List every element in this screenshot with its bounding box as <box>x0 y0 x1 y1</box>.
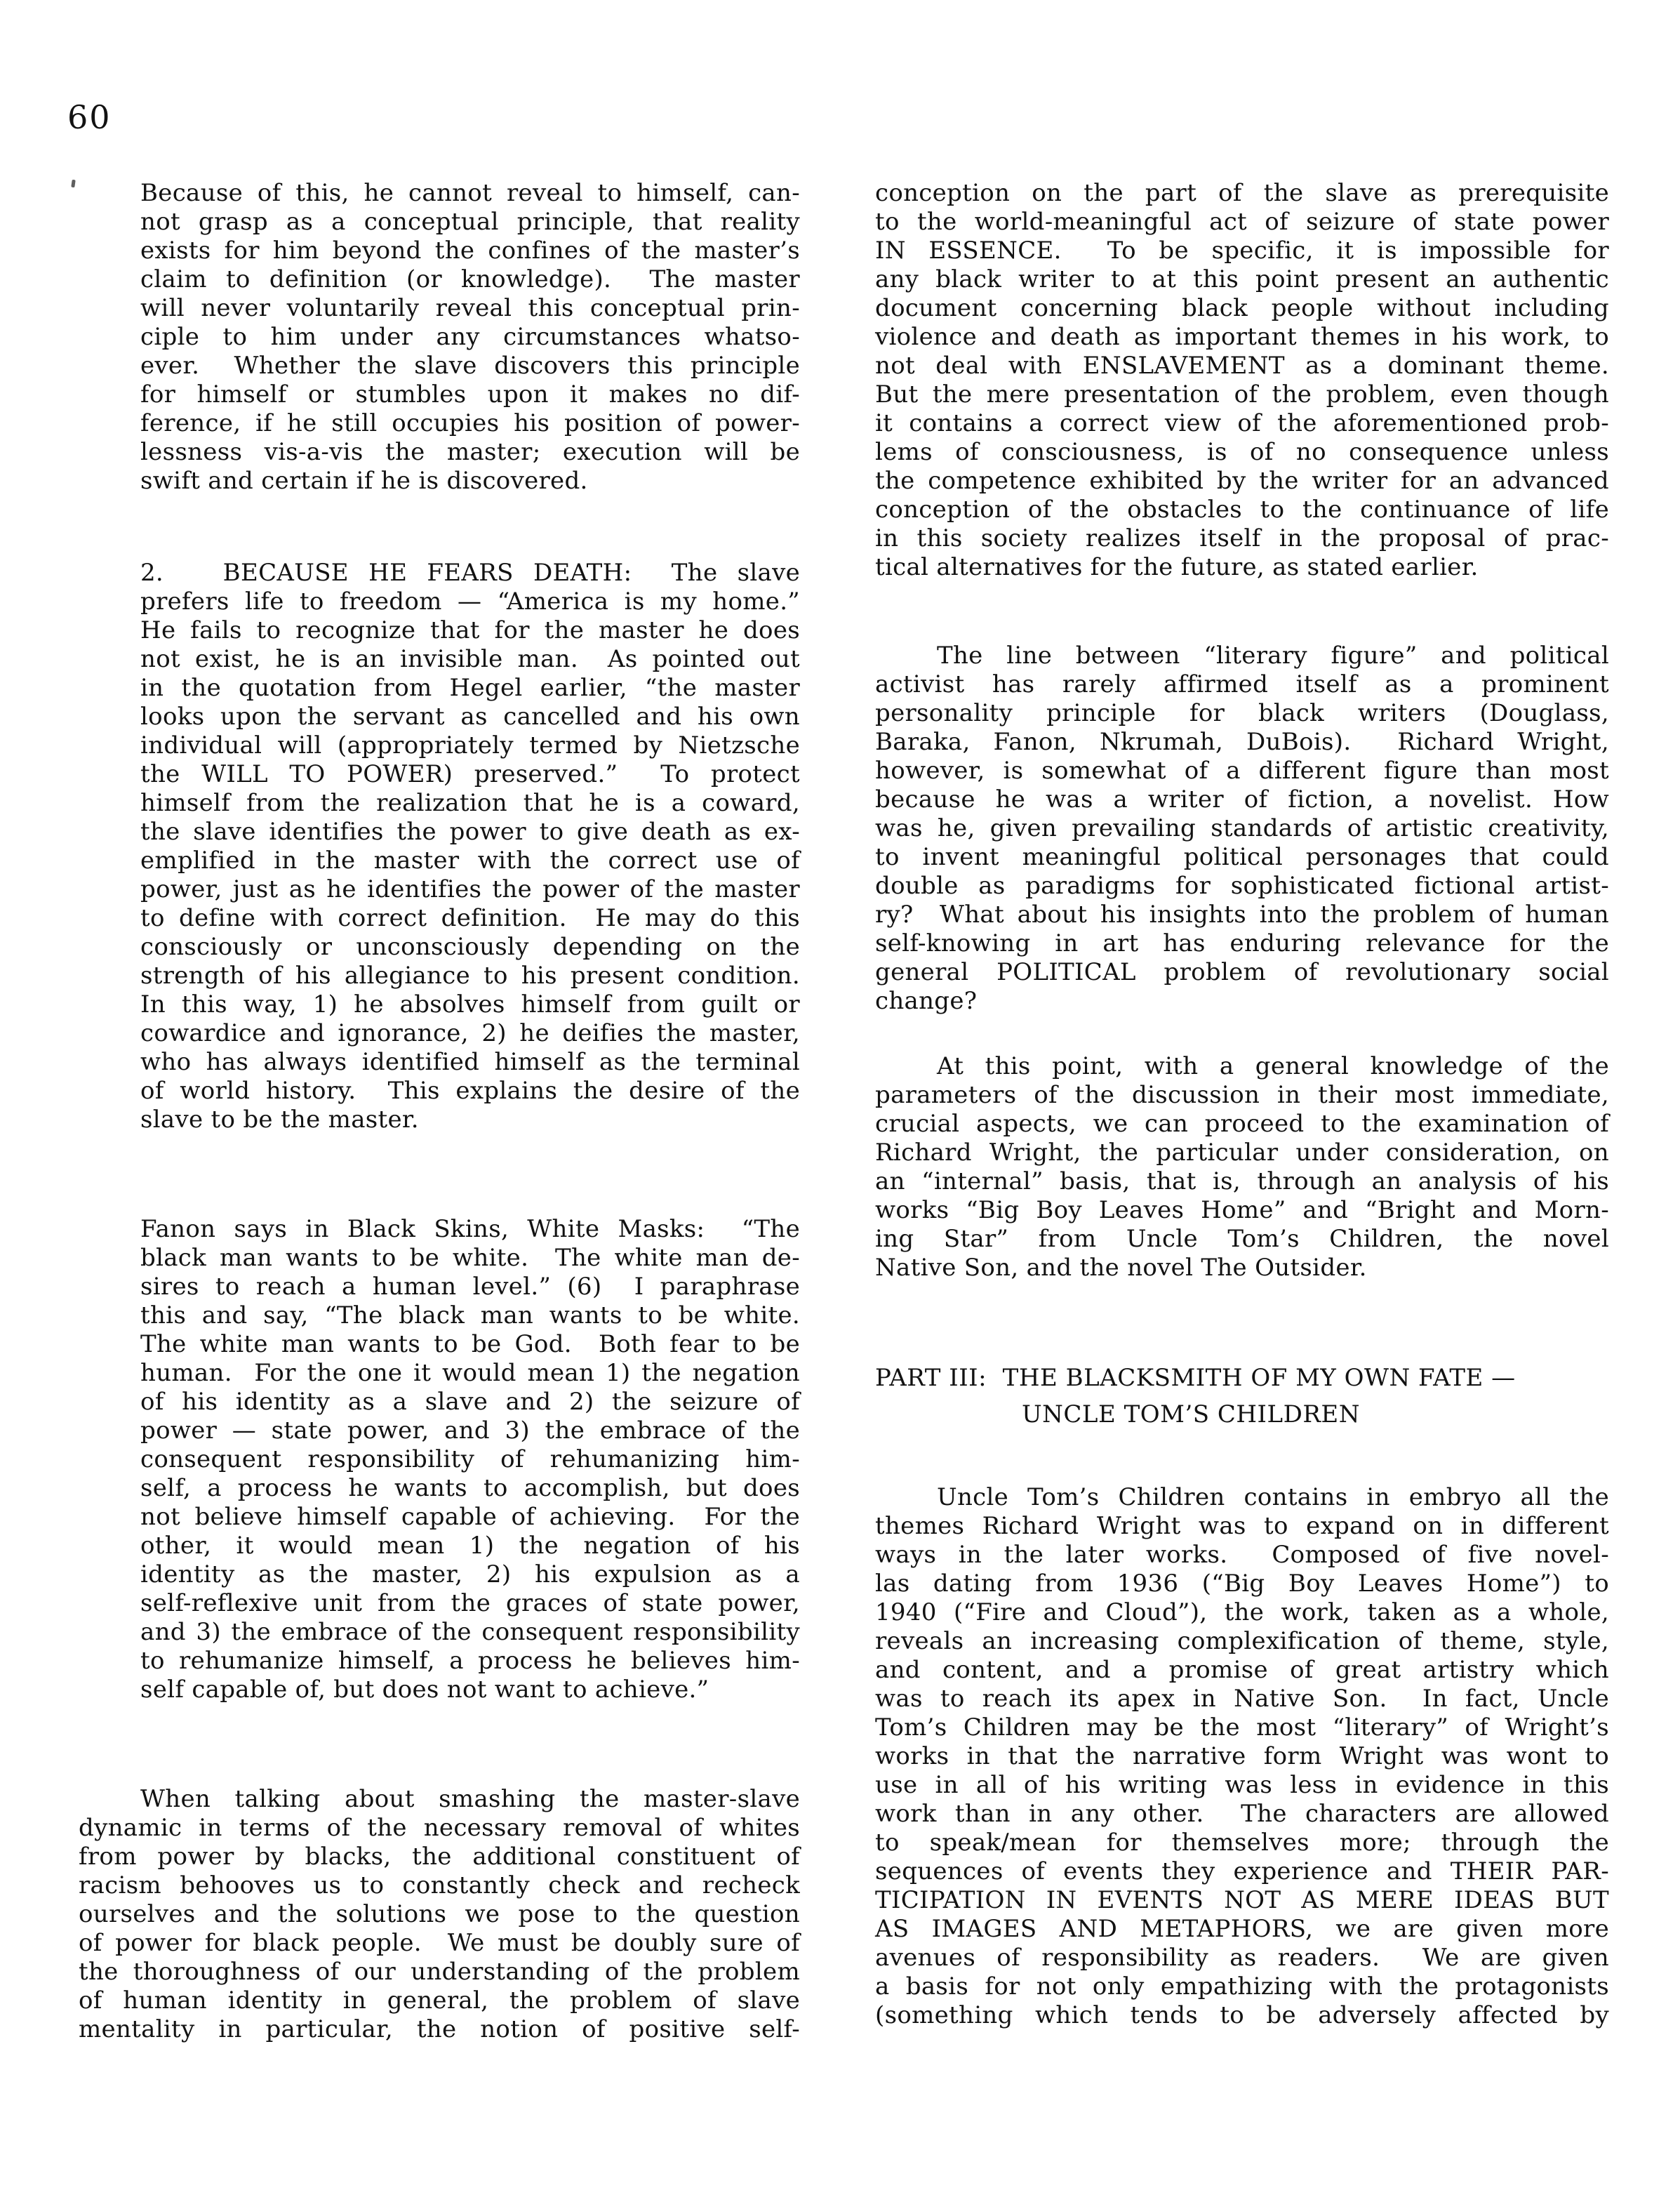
text-line: himself from the realization that he is a coward, <box>140 789 800 817</box>
text-line: swift and certain if he is discovered. <box>140 467 588 495</box>
text-line: other, it would mean 1) the negation of his <box>140 1532 800 1560</box>
paragraph-uncle-toms-children <box>875 1483 1609 2030</box>
text-line: not exist, he is an invisible man. As pointed out <box>140 645 800 673</box>
text-line: not deal with ENSLAVEMENT as a dominant theme. <box>875 352 1609 380</box>
paragraph-at-this-point <box>875 1052 1609 1282</box>
text-line: dynamic in terms of the necessary removal of whites <box>79 1814 800 1842</box>
paragraph-conception-continuation <box>875 179 1609 582</box>
text-line: to the world-meaningful act of seizure of state power <box>875 208 1609 236</box>
text-line: a basis for not only empathizing with the protagonists <box>875 1972 1609 2001</box>
text-line: Fanon says in Black Skins, White Masks: “The <box>140 1215 800 1243</box>
text-line: who has always identified himself as the terminal <box>140 1048 800 1076</box>
text-line: claim to definition (or knowledge). The master <box>140 265 800 293</box>
text-line: looks upon the servant as cancelled and his own <box>140 703 800 731</box>
section-heading-line2: UNCLE TOM’S CHILDREN <box>1022 1400 1360 1428</box>
text-line: When talking about smashing the master-slave <box>140 1785 800 1813</box>
text-line: conception of the obstacles to the continuance of life <box>875 496 1609 524</box>
text-line: general POLITICAL problem of revolutionary social <box>875 958 1609 986</box>
text-line: change? <box>875 987 978 1015</box>
text-line: The line between “literary figure” and political <box>937 642 1609 670</box>
text-line: Tom’s Children may be the most “literary” of Wright’s <box>875 1713 1609 1742</box>
text-line: ourselves and the solutions we pose to the question <box>79 1900 800 1928</box>
text-line: racism behooves us to constantly check and recheck <box>79 1871 800 1899</box>
text-line: in this society realizes itself in the proposal of prac- <box>875 524 1609 552</box>
text-line: in the quotation from Hegel earlier, “the master <box>140 674 800 702</box>
text-line: He fails to recognize that for the master he does <box>140 616 800 644</box>
text-line: works in that the narrative form Wright was wont to <box>875 1742 1609 1770</box>
text-line: strength of his allegiance to his present condition. <box>140 962 800 990</box>
text-line: Richard Wright, the particular under consideration, on <box>875 1139 1609 1167</box>
paragraph-because-he-fears-death <box>140 559 800 1134</box>
text-line: las dating from 1936 (“Big Boy Leaves Home”) to <box>875 1570 1609 1598</box>
text-line: ference, if he still occupies his position of power- <box>140 409 800 437</box>
text-line: of his identity as a slave and 2) the seizure of <box>140 1388 800 1416</box>
text-line: self-reflexive unit from the graces of state power, <box>140 1589 800 1617</box>
text-line: Native Son, and the novel The Outsider. <box>875 1254 1367 1282</box>
text-line: ways in the later works. Composed of five novel- <box>875 1541 1609 1569</box>
section-heading-line1: PART III: THE BLACKSMITH OF MY OWN FATE — <box>875 1364 1516 1392</box>
text-line: mentality in particular, the notion of positive self- <box>79 2015 800 2043</box>
text-line: avenues of responsibility as readers. We are given <box>875 1944 1609 1972</box>
text-line: of world history. This explains the desire of the <box>140 1077 800 1105</box>
text-line: slave to be the master. <box>140 1106 419 1134</box>
text-line: themes Richard Wright was to expand on in different <box>875 1512 1609 1540</box>
text-line: work than in any other. The characters are allowed <box>875 1800 1609 1828</box>
text-line: ing Star” from Uncle Tom’s Children, the novel <box>875 1225 1609 1253</box>
text-line: lems of consciousness, is of no consequence unless <box>875 438 1609 466</box>
text-line: power — state power, and 3) the embrace of the <box>140 1417 800 1445</box>
text-line: document concerning black people without including <box>875 294 1609 322</box>
text-line: IN ESSENCE. To be specific, it is impossible for <box>875 237 1609 265</box>
text-line: self, a process he wants to accomplish, but does <box>140 1474 800 1502</box>
text-line: black man wants to be white. The white man de- <box>140 1244 800 1272</box>
text-line: sequences of events they experience and THEIR PAR- <box>875 1857 1609 1885</box>
paragraph-master-claim <box>140 179 800 496</box>
text-line: identity as the master, 2) his expulsion as a <box>140 1560 800 1588</box>
paragraph-literary-figure <box>875 642 1609 1016</box>
text-line: any black writer to at this point present an authentic <box>875 265 1609 293</box>
text-line: activist has rarely affirmed itself as a prominent <box>875 670 1609 698</box>
text-line: violence and death as important themes in his work, to <box>875 323 1609 351</box>
text-line: personality principle for black writers (Douglass, <box>875 699 1609 727</box>
text-line: sires to reach a human level.” (6) I paraphrase <box>140 1273 800 1301</box>
text-line: to speak/mean for themselves more; through the <box>875 1829 1609 1857</box>
text-line: the competence exhibited by the writer for an advanced <box>875 467 1609 495</box>
right-column <box>875 179 1609 2030</box>
text-line: emplified in the master with the correct use of <box>140 847 800 875</box>
text-line: individual will (appropriately termed by Nietzsche <box>140 731 800 759</box>
text-line: tical alternatives for the future, as stated earlier. <box>875 553 1479 581</box>
text-line: use in all of his writing was less in evidence in this <box>875 1771 1609 1799</box>
text-line: the thoroughness of our understanding of the problem <box>79 1958 800 1986</box>
text-line: In this way, 1) he absolves himself from guilt or <box>140 990 800 1019</box>
text-line: for himself or stumbles upon it makes no dif- <box>140 380 800 409</box>
text-line: the slave identifies the power to give death as ex- <box>140 818 800 846</box>
text-line: because he was a writer of fiction, a novelist. How <box>875 785 1609 814</box>
text-line: of power for black people. We must be doubly sure of <box>79 1929 800 1957</box>
text-line: to rehumanize himself, a process he believes him- <box>140 1647 800 1675</box>
text-line: Baraka, Fanon, Nkrumah, DuBois). Richard Wright, <box>875 728 1609 756</box>
text-line: parameters of the discussion in their most immediate, <box>875 1081 1609 1109</box>
text-line: consciously or unconsciously depending on the <box>140 933 800 961</box>
text-line: and content, and a promise of great artistry which <box>875 1656 1609 1684</box>
text-line: At this point, with a general knowledge of the <box>937 1052 1609 1080</box>
text-line: was to reach its apex in Native Son. In fact, Uncle <box>875 1685 1609 1713</box>
text-line: self-knowing in art has enduring relevance for the <box>875 929 1609 957</box>
text-line: and 3) the embrace of the consequent responsibility <box>140 1618 800 1646</box>
text-line: to define with correct definition. He may do this <box>140 904 800 932</box>
text-line: power, just as he identifies the power of the master <box>140 875 800 903</box>
text-line: however, is somewhat of a different figure than most <box>875 757 1609 785</box>
text-line: AS IMAGES AND METAPHORS, we are given more <box>875 1915 1609 1943</box>
text-line: the WILL TO POWER) preserved.” To protect <box>140 760 800 788</box>
text-line: reveals an increasing complexification of theme, style, <box>875 1627 1609 1655</box>
text-line: consequent responsibility of rehumanizing him- <box>140 1445 800 1473</box>
text-line: conception on the part of the slave as prerequisite <box>875 179 1609 207</box>
left-column <box>79 179 800 2044</box>
text-line: TICIPATION IN EVENTS NOT AS MERE IDEAS BUT <box>875 1886 1609 1914</box>
text-line: 1940 (“Fire and Cloud”), the work, taken as a whole, <box>875 1598 1609 1626</box>
text-line: ciple to him under any circumstances whatso- <box>140 323 800 351</box>
text-line: double as paradigms for sophisticated fictional artist- <box>875 872 1609 900</box>
text-line: to invent meaningful political personages that could <box>875 843 1609 871</box>
text-line: ever. Whether the slave discovers this principle <box>140 352 800 380</box>
text-line: The white man wants to be God. Both fear to be <box>140 1330 800 1358</box>
text-line: of human identity in general, the problem of slave <box>79 1986 800 2015</box>
text-line: will never voluntarily reveal this conceptual prin- <box>140 294 800 322</box>
text-line: not believe himself capable of achieving. For the <box>140 1503 800 1531</box>
text-line: 2. BECAUSE HE FEARS DEATH: The slave <box>140 559 800 587</box>
page-number: 60 <box>67 98 112 136</box>
text-line: lessness vis-a-vis the master; execution will be <box>140 438 800 466</box>
text-line: this and say, “The black man wants to be white. <box>140 1301 800 1329</box>
text-line: ry? What about his insights into the problem of human <box>875 901 1609 929</box>
text-line: Because of this, he cannot reveal to himself, can- <box>140 179 800 207</box>
paragraph-smashing-master-slave <box>79 1785 800 2044</box>
text-line: from power by blacks, the additional constituent of <box>79 1843 800 1871</box>
text-line: exists for him beyond the confines of the master’s <box>140 237 800 265</box>
text-line: But the mere presentation of the problem, even though <box>875 380 1609 409</box>
text-line: an “internal” basis, that is, through an analysis of his <box>875 1167 1609 1195</box>
text-line: human. For the one it would mean 1) the negation <box>140 1359 800 1387</box>
section-heading-part-iii <box>875 1360 1609 1433</box>
text-line: crucial aspects, we can proceed to the examination of <box>875 1110 1609 1138</box>
scan-artifact-mark <box>71 180 75 188</box>
text-line: it contains a correct view of the aforementioned prob- <box>875 409 1609 437</box>
text-line: (something which tends to be adversely affected by <box>875 2001 1609 2029</box>
text-line: Uncle Tom’s Children contains in embryo all the <box>937 1483 1609 1511</box>
text-line: prefers life to freedom — “America is my home.” <box>140 588 800 616</box>
paragraph-fanon-quote <box>140 1215 800 1704</box>
text-line: cowardice and ignorance, 2) he deifies the master, <box>140 1019 800 1047</box>
text-line: not grasp as a conceptual principle, that reality <box>140 208 800 236</box>
text-line: works “Big Boy Leaves Home” and “Bright and Morn- <box>875 1196 1609 1224</box>
text-line: was he, given prevailing standards of artistic creativity, <box>875 814 1609 842</box>
text-line: self capable of, but does not want to achieve.” <box>140 1676 709 1704</box>
